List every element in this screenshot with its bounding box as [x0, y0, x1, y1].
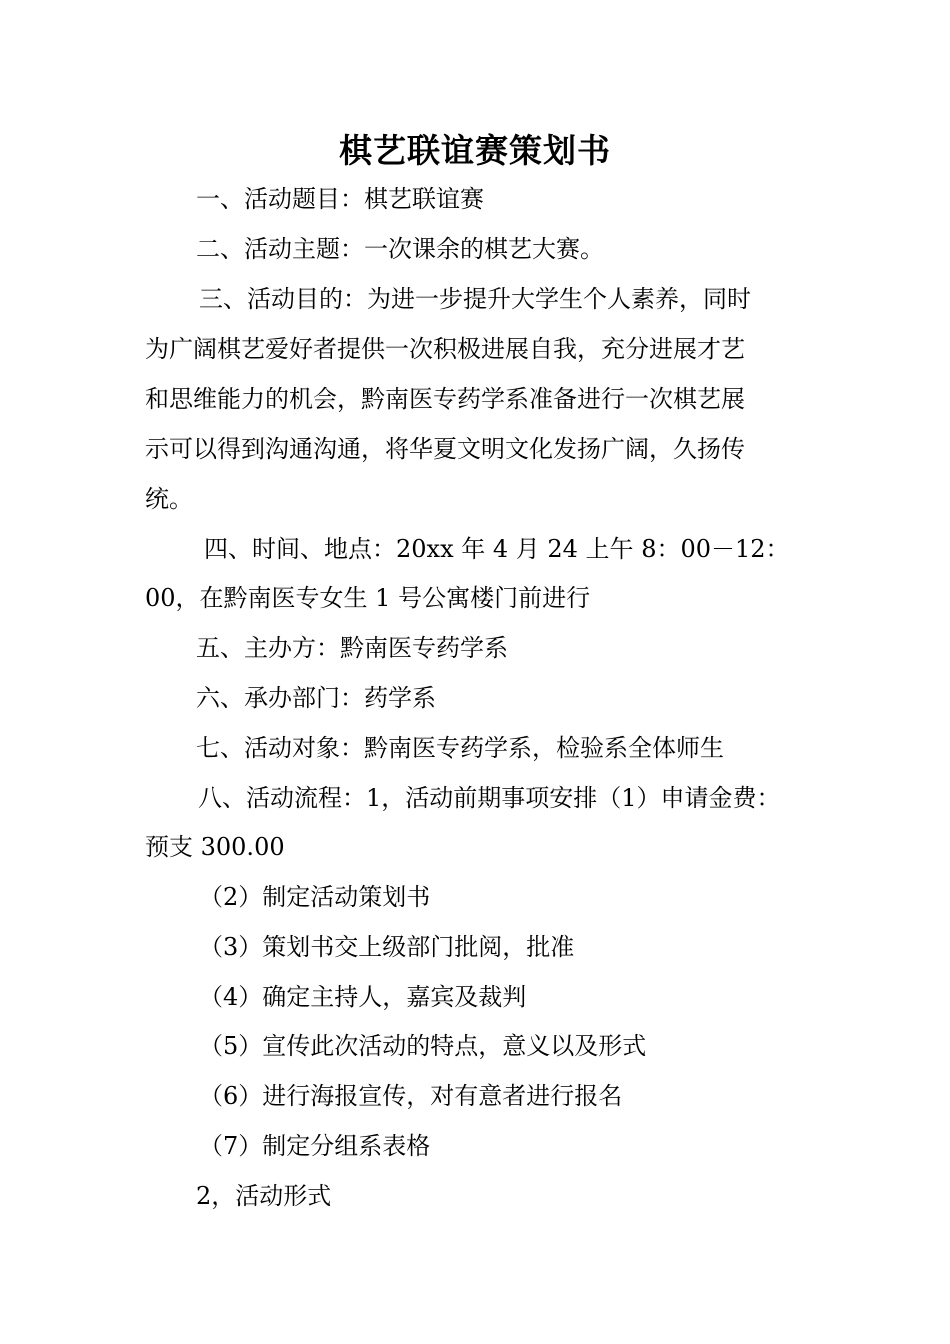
text-line-host-department: 六、承办部门：药学系: [196, 684, 436, 712]
text-line-activity-purpose: 三、活动目的：为进一步提升大学生个人素养，同时: [199, 285, 751, 313]
text-line-time-place: 四、时间、地点：20xx 年 4 月 24 上午 8：00－12：: [204, 535, 790, 563]
text-line-activity-form: 2，活动形式: [196, 1182, 332, 1210]
text-line-process-cont: 预支 300.00: [145, 833, 285, 861]
text-line-step-5: （5）宣传此次活动的特点，意义以及形式: [199, 1032, 647, 1060]
text-line-step-6: （6）进行海报宣传，对有意者进行报名: [199, 1082, 623, 1110]
text-line-purpose-cont-4: 统。: [145, 485, 193, 513]
text-line-purpose-cont-3: 示可以得到沟通沟通，将华夏文明文化发扬广阔，久扬传: [145, 435, 745, 463]
text-line-step-7: （7）制定分组系表格: [199, 1132, 431, 1160]
document-title: 棋艺联谊赛策划书: [339, 131, 611, 170]
text-line-time-place-cont: 00，在黔南医专女生 1 号公寓楼门前进行: [145, 584, 591, 612]
text-line-participants: 七、活动对象：黔南医专药学系，检验系全体师生: [196, 734, 724, 762]
text-line-step-3: （3）策划书交上级部门批阅，批准: [199, 933, 575, 961]
text-line-activity-name: 一、活动题目：棋艺联谊赛: [196, 185, 484, 213]
text-line-purpose-cont-1: 为广阔棋艺爱好者提供一次积极进展自我，充分进展才艺: [145, 335, 745, 363]
text-line-organizer: 五、主办方：黔南医专药学系: [196, 634, 508, 662]
text-line-activity-theme: 二、活动主题：一次课余的棋艺大赛。: [196, 235, 604, 263]
text-line-step-2: （2）制定活动策划书: [199, 883, 431, 911]
text-line-step-4: （4）确定主持人，嘉宾及裁判: [199, 983, 527, 1011]
text-line-purpose-cont-2: 和思维能力的机会，黔南医专药学系准备进行一次棋艺展: [145, 385, 745, 413]
text-line-process: 八、活动流程：1，活动前期事项安排（1）申请金费：: [198, 784, 781, 812]
